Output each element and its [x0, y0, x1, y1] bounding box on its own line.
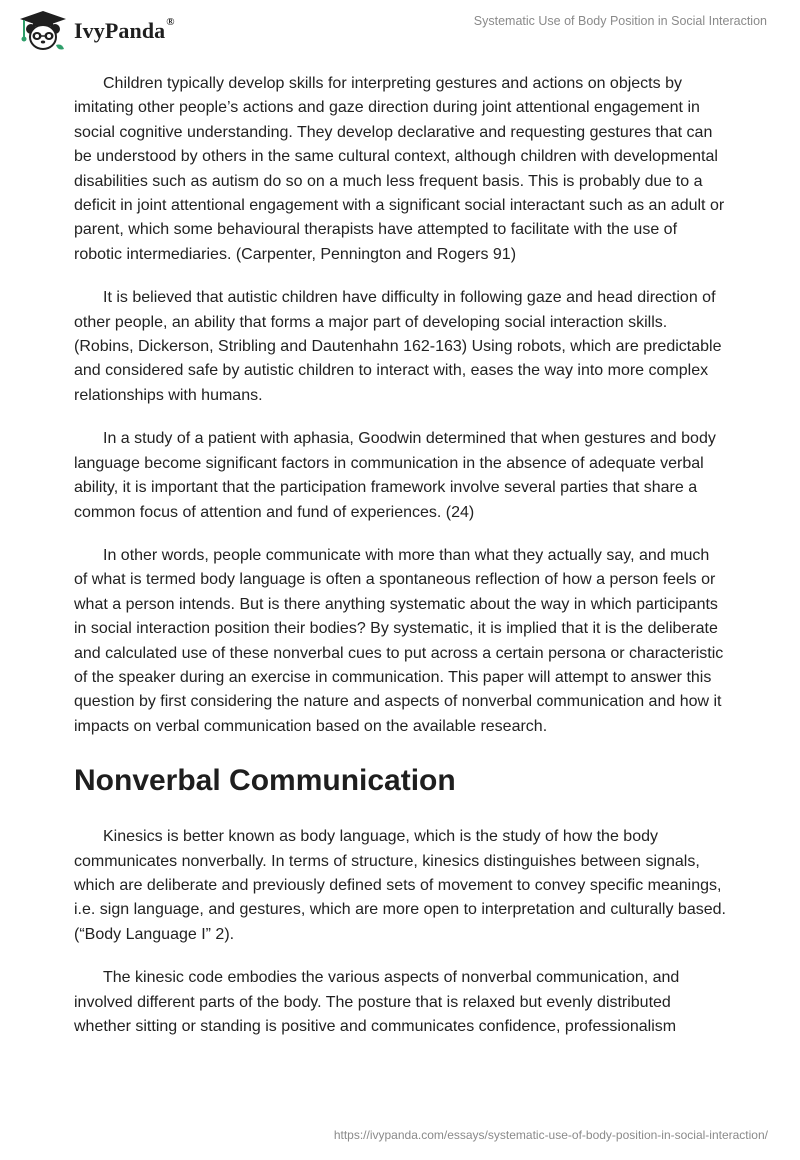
essay-body	[74, 72, 726, 1058]
section-heading: Nonverbal Communication	[74, 764, 456, 798]
paragraph: Kinesics is better known as body language, which is the study of how the body communicates nonverbally. In terms of structure, kinesics distinguishes between signals, which are deliberate and previously defined sets of movement to convey specific meanings, i.e. sign language, and gestures, which are more open to interpretation and culturally based. (“Body Language I” 2).	[74, 828, 726, 943]
ivypanda-logo[interactable]	[16, 9, 175, 53]
page-header	[0, 0, 800, 60]
paragraph: It is believed that autistic children have difficulty in following gaze and head direction of other people, an ability that forms a major part of developing social interaction skills. (Robins, Dickerson, Stribling and Dautenhahn 162-163) Using robots, which are predictable and considered safe by autistic children to interact with, eases the way into more complex relationships with humans.	[74, 289, 722, 404]
source-url-link[interactable]: https://ivypanda.com/essays/systematic-use-of-body-position-in-social-interaction/	[333, 1128, 768, 1142]
paragraph: In other words, people communicate with more than what they actually say, and much of what is termed body language is often a spontaneous reflection of how a person feels or what a person intends. But is there anything systematic about the way in which participants in social interaction position their bodies? By systematic, it is implied that it is the deliberate and calculated use of these nonverbal cues to put across a certain persona or characteristic of the speaker during an exercise in communication. This paper will attempt to answer this question by first considering the nature and aspects of nonverbal communication and how it impacts on verbal communication based on the available research.	[74, 546, 724, 735]
document-title: Systematic Use of Body Position in Social Interaction	[473, 14, 767, 28]
paragraph: In a study of a patient with aphasia, Goodwin determined that when gestures and body language become significant factors in communication in the absence of adequate verbal ability, it is important that the participation framework involve several parties that share a common focus of attention and fund of experiences. (24)	[74, 430, 716, 521]
logo-wordmark: IvyPanda®	[74, 16, 175, 43]
paragraph: The kinesic code embodies the various aspects of nonverbal communication, and involved different parts of the body. The posture that is relaxed but evenly distributed whether sitting or standing is positive and communicates confidence, professionalism	[74, 969, 680, 1035]
paragraph: Children typically develop skills for interpreting gestures and actions on objects by imitating other people’s actions and gaze direction during joint attentional engagement in social cognitive understanding. They develop declarative and requesting gestures that can be understood by others in the same cultural context, although children with developmental disabilities such as autism do so on a much less frequent basis. This is probably due to a deficit in joint attentional engagement with a significant social interactant such as an adult or parent, which some behavioural therapists have attempted to facilitate with the use of robotic intermediaries. (Carpenter, Pennington and Rogers 91)	[74, 75, 725, 263]
panda-graduation-cap-icon	[16, 9, 70, 53]
